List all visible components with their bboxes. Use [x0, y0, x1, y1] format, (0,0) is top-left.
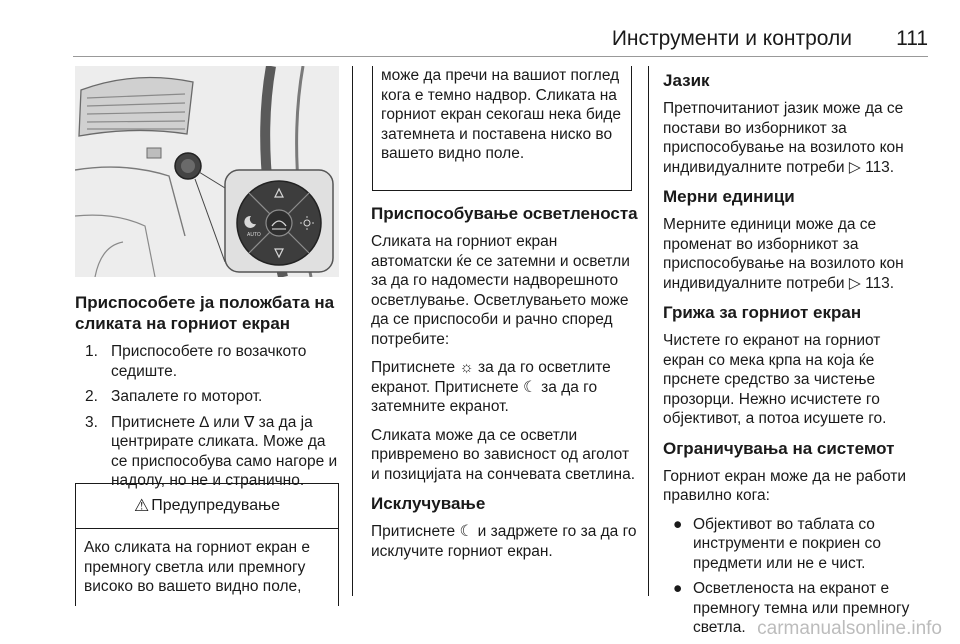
bullet-text: Осветленоста на екранот е премногу темна или премногу светла.	[693, 580, 910, 636]
up-icon: ∆	[199, 413, 209, 431]
page-reference: 113.	[865, 158, 895, 176]
bullet-icon: ●	[673, 515, 683, 533]
paragraph	[371, 358, 639, 417]
paragraph	[663, 99, 925, 177]
warning-icon: ⚠	[133, 496, 150, 515]
text-segment: за да го осветлите екранот. Притиснете	[371, 359, 611, 396]
step-text: или	[213, 413, 240, 431]
warning-box-continued	[372, 66, 632, 191]
section-heading: Мерни единици	[663, 187, 795, 206]
page-header	[0, 0, 960, 60]
column-1	[75, 292, 343, 497]
bullet-text: Објективот во таблата со инструменти е покриен со предмети или не е чист.	[693, 515, 882, 572]
column-3	[663, 70, 925, 644]
warning-text-continued: може да пречи на вашиот поглед кога е темно надвор. Сликата на горниот екран секогаш нека биде затемнета и поставена ниско во вашето видно поле.	[381, 67, 622, 162]
section-heading: Приспособување осветленоста	[371, 204, 638, 223]
column-divider	[352, 66, 353, 596]
text-segment: и задржете го за да го исклучите горниот екран.	[371, 523, 637, 560]
text-segment: Претпочитаниот јазик може да се постави во изборникот за приспособување на возилото кон индивидуалните потреби	[663, 100, 904, 176]
section-heading: Ограничувања на системот	[663, 438, 895, 458]
step-text: Притиснете	[111, 413, 196, 431]
moon-icon: ☾	[522, 378, 537, 396]
page-title: Инструменти и контроли	[611, 27, 852, 50]
list-item	[85, 342, 343, 381]
column-2	[371, 203, 639, 570]
warning-text: Ако сликата на горниот екран е премногу светла или премногу високо во вашето видно поле,	[84, 539, 310, 595]
page-reference-arrow-icon: ▷	[848, 274, 861, 292]
paragraph: Сликата може да се осветли привремено во зависност од аголот и позицијата на сончевата светлина.	[371, 426, 636, 483]
hud-controls-figure	[75, 66, 339, 277]
page-reference-arrow-icon: ▷	[848, 158, 861, 176]
hud-controls-illustration	[75, 66, 339, 277]
text-segment: за да го затемните екранот.	[371, 378, 598, 415]
paragraph: Чистете го екранот на горниот екран со мека крпа на која ќе прснете средство за чистење прозорци. Нежно исчистете го објективот, а потоа исушете го.	[663, 332, 887, 427]
down-icon: ∇	[243, 413, 255, 431]
paragraph: Горниот екран може да не работи правилно кога:	[663, 467, 907, 504]
step-number: 1.	[85, 343, 98, 360]
paragraph	[663, 215, 925, 293]
warning-box	[75, 483, 339, 606]
paragraph: Сликата на горниот екран автоматски ќе се затемни и осветли за да го надомести надворешното осветлување. Осветлувањето може да се приспособи и рачно според потребите:	[371, 233, 630, 348]
text-segment: Притиснете	[371, 359, 456, 376]
section-heading: Исклучување	[371, 494, 486, 513]
paragraph	[371, 522, 639, 561]
section-heading: Приспособете ја положбата на сликата на горниот екран	[75, 293, 335, 333]
section-heading: Грижа за горниот екран	[663, 303, 862, 322]
text-segment: Мерните единици може да се променат во изборникот за приспособување на возилото кон индивидуалните потреби	[663, 216, 904, 292]
step-number: 2.	[85, 388, 98, 405]
warning-header	[76, 484, 338, 529]
list-item	[663, 515, 925, 574]
header-rule	[73, 56, 928, 57]
list-item	[85, 387, 343, 407]
step-text: Запалете го моторот.	[111, 388, 263, 405]
auto-label: AUTO	[247, 232, 261, 238]
column-divider	[648, 66, 649, 596]
step-text: за да ја центрирате сликата. Може да се приспособува само нагоре и надолу, но не и странично.	[111, 413, 338, 489]
text-segment: Притиснете	[371, 523, 456, 540]
step-number: 3.	[85, 413, 98, 431]
brightness-icon: ☼	[459, 359, 474, 376]
step-text: Приспособете го возачкото седиште.	[111, 343, 307, 380]
warning-title: Предупредување	[151, 497, 281, 514]
list-item	[85, 413, 343, 491]
page-reference: 113.	[865, 274, 895, 292]
bullet-icon: ●	[673, 580, 683, 597]
steps-list	[75, 342, 343, 491]
watermark: carmanualsonline.info	[757, 618, 942, 639]
section-heading: Јазик	[663, 71, 710, 90]
page-number: 111	[896, 27, 928, 50]
moon-icon: ☾	[459, 523, 474, 540]
